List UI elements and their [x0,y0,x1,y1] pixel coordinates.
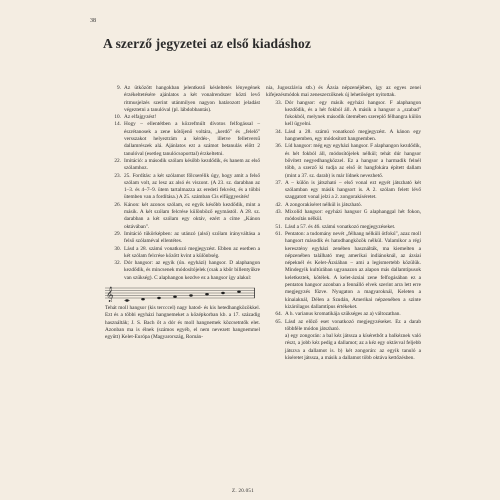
note-text: Lásd a 28. számú vonatkozó megjegyzést. Ebben az esetben a két szólam felcrése között kvint a különbség. [124,245,260,259]
note-entry [105,158,260,173]
note-number: 14. [114,121,121,128]
note-number: 9. [117,85,121,91]
note-entry [266,129,421,144]
note-text: Líd hangsor: még egy egyházi hangsor. F alaphangon kezdődik, és hét fokból áll, módosítójelek nélkül; tehát dúr hangsor bővített negyedhangközzel. Ez a hangsor a harmadik felnél több, a szerző ki tudja az első öt hangfokára épített dallam (mint a 37. sz. darab) is már lídnek nevezhető. [285,143,421,179]
note-entry [266,319,421,334]
page-title: A szerző jegyzetei az első kiadáshoz [103,36,311,51]
note-entry [105,246,260,261]
note-number: 29. [114,230,121,237]
note-entry [266,231,421,311]
note-number: 30. [114,245,121,252]
note-number: 37. [275,179,282,186]
note-entry [266,202,421,209]
note-text: Lásd a 57. és 46. számú vonatkozó megjegyzéseket. [285,223,396,230]
note-number: 26. [114,201,121,208]
note-text: A zongorakíséret nélkül is játszható. [285,201,362,208]
note-number: 33. [275,99,282,106]
note-number: 42. [275,201,282,208]
note-number: 22. [114,157,121,164]
note-entry [266,333,421,362]
note-entry [266,180,421,202]
note-number: 61. [275,230,282,237]
note-text: a) egy zongorán: a bal kéz játssza a kíséretbőt a balkéznek való részt, a jobb kéz pedig a dallamot; az a kéz egy oktávval feljebb játszva a dallamot is. b) két zongorán: az egyik tanuló a kíséretet játssza, a másik a dallamot több oktáva kettőzésben. [285,333,421,361]
note-number: 65. [275,318,282,325]
note-entry [266,224,421,231]
note-number: 51. [275,223,282,230]
note-text: Imitáció: a második szólam később kezdődik, és hanem az első szólamhoz. [124,157,260,172]
note-entry [105,231,260,246]
note-text: Lásd a 28. számú vonatkozó megjegyzést. A kánon egy hangnemben, egy módosított hangnemben. [285,128,421,143]
note-text: Kánon: két azonos szólam, ez egyik később kezdődik, mint a másik. A két szólam felcrése különböző egymástól. A 28. sz. darabban a két szólam egy oktáv, ezért a címe „Kánon oktávában". [124,201,260,230]
plate-number: Z. 20.051 [232,489,255,494]
note-entry [105,121,260,157]
note-entry [266,143,421,179]
note-entry [266,311,421,318]
note-entry [105,173,260,202]
note-number: 23. [114,172,121,179]
note-number: 36. [275,143,282,150]
note-text: Az elfajgyzést! [124,114,157,121]
note-text: Mixolíd hangsor: egyházi hangsor G alaphanggal hét fokon, módosítás nélkül. [285,209,421,223]
note-text: A h. varianus kromatikája szükséges az a) változatban. [285,311,401,318]
note-text: Hogy – ellentétben a közrefmúlt dívotos felfogással – észrétanosek a zene kötöjenő voltára, „kerdő" és „felelő" versszakot helyeztrám a kérdés-, illetve felletversű dallamrészek alá. Ajánlatos ezt a számot betanulás előtt 2 tanulóval (esetleg tanulócsoporttal) érzkeltetni. [124,121,260,157]
note-entry [105,260,260,282]
left-column [105,85,260,342]
note-text: Pentaton: a tudomány nevét „félhang nélküli ötfokú", azaz moll hangsort második és hatodhangközök nélkül. Valamikor a régi keresztény egyházi zenében használták, ma kiemelten a népzenében található meg amerikai indiánoknál, az ázsiai népeknél és Kelet-Ázsiában – ami a legismertebb közülük. Mindegyik kultúrában ugyanazon az alapon más dallamtípusok keletkeztek, kötélek. A kelet-ázsiai zene felfogásában ez a pentaton hangsor azonban a fennálló elvek szerint arra lett erre megjegyzés fűzve. Nyugaton a magyaroknál, Keleten a kínaiaknál, Délen a Szudán, Amerikai népzenében a szinte kizárólagos dallamtípus értékeket. [285,230,421,310]
note-number: 32. [114,260,121,267]
page-number: 38 [90,18,96,24]
note-text: Dór hangsor: egy másik egyházi hangsor. F alaphangon kezdődik, és a hét fokból áll. A másik a hangsor a „szabad" fokokból, melynek második ütemében szereplő félhangra külön kell ügyelni. [285,99,421,128]
note-text: Imitáció tükörképben: az utánzó (alsó) szólam irányváltása a felső szólaméval ellentétes. [124,230,260,245]
note-number: 43. [275,209,282,216]
note-entry [266,209,421,224]
note-text: A – külön is játszható – első vonal ezt egyét játszható két szólamban egy másik hangsort is. A 2. szólam felett lévő szaggatott vonal jelzi a 2. zongorakíséretet. [285,179,421,201]
note-entry [105,202,260,231]
note-entry [266,100,421,129]
note-number: 10. [114,114,121,121]
svg-text:𝄞: 𝄞 [106,287,114,303]
note-text: Dór hangsor: az egyik (ún. egyházi) hangsor. D alaphangon kezdődik, és mincsenek módosítójelek (csak a kbőr billentyűkre van szükség). C alaphangon kezdve ez a hangsor így alakul: [124,260,260,281]
note-continuation: nia, Jugoszlávia stb.) és Ázsia népzenéjében, így az egyes zenei kifejezésmódok mai zeneszerzőknek új lehetőséget nyitottak. [266,85,421,99]
note-text: Az ütközött hangokban jelentkező késleltetés lényegének érzékeltetésére ajánlatos a két vonalrendszer közti levő ritmusjelzés szerint utánmilyen nagyon határozott jeladást végeztetni a tanulóval (pl. lábdobbantás). [124,85,260,113]
note-text: Lásd az előző eset vonatkozó megjegyzéseket. Ez a darab többféle módon játszható. [285,318,421,332]
note-text: 25. Fordítás: a két szólamot főlcserélik úgy, hogy amit a felső szólam volt, az lesz az alsó és viszont. (A 23. sz. darabban az 1–3. és 4–7–9. ütem tartalmazza az eredeti fekvést, és a többi ütemben van a fordítása.) A 25. számban Cis elfüggyesítés! [124,172,260,201]
right-column [266,85,421,362]
note-number: 34. [275,128,282,135]
note-entry [105,85,260,114]
note-continuation: Tehát moll hangsor (kis tercccel) nagy hatod- és kis hetedhangközökkel. Ezt és a többi egyházi hangnemeket a középkorban kb. a 17. századig használták; J. S. Bach őt a dór és moll hangnemek közcsetntők elet. Azonban ma is élnek (számos egyéb, el nem nevezett hangnemmel együtt) Kelet-Európa (Magyarország, Román- [105,305,260,341]
music-staff-example [105,284,255,302]
note-number: 64. [275,311,282,318]
